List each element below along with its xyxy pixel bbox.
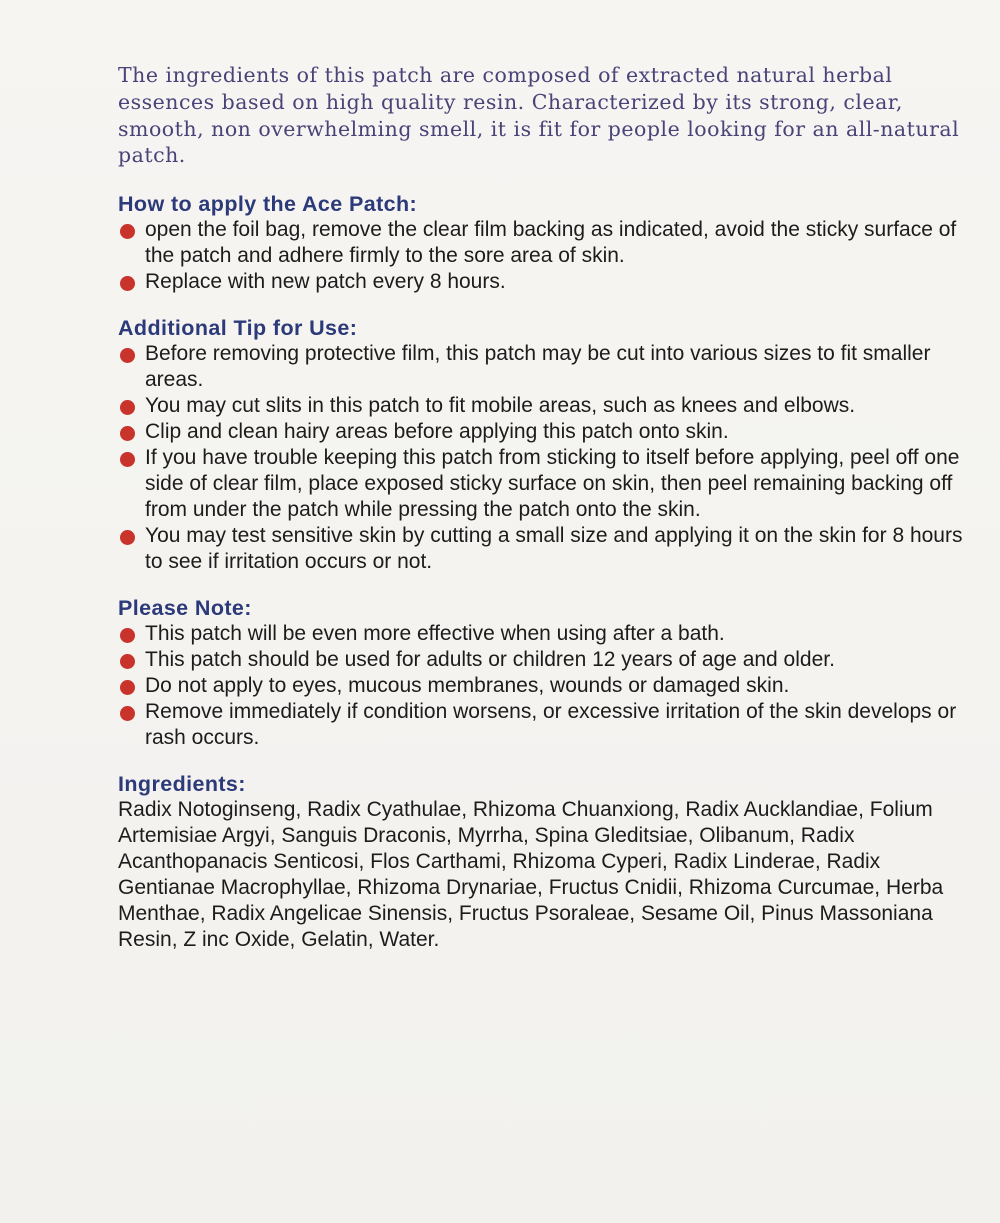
- list-item-text: open the foil bag, remove the clear film backing as indicated, avoid the sticky surface of the patch and adhere firmly to the sore area of skin.: [145, 218, 957, 268]
- list-item: [118, 523, 978, 575]
- list-item: [118, 269, 978, 295]
- list-item-text: This patch will be even more effective when using after a bath.: [145, 622, 725, 646]
- list-item: [118, 621, 978, 647]
- section-ingredients: [118, 771, 978, 953]
- list-item: [118, 341, 978, 393]
- list-item-text: If you have trouble keeping this patch from sticking to itself before applying, peel off one side of clear film, place exposed sticky surface on skin, then peel remaining backing off from under the patch while pressing the patch onto the skin.: [145, 446, 960, 522]
- section-heading: How to apply the Ace Patch:: [118, 192, 418, 217]
- section-heading: Please Note:: [118, 596, 252, 621]
- bullet-dot-icon: [120, 628, 135, 643]
- list-item: [118, 673, 978, 699]
- list-item: [118, 647, 978, 673]
- ingredients-list: Radix Notoginseng, Radix Cyathulae, Rhizoma Chuanxiong, Radix Aucklandiae, Folium Artemisiae Argyi, Sanguis Draconis, Myrrha, Spina Gleditsiae, Olibanum, Radix Acanthopanacis Senticosi, Flos Carthami, Rhizoma Cyperi, Radix Linderae, Radix Gentianae Macrophyllae, Rhizoma Drynariae, Fructus Cnidii, Rhizoma Curcumae, Herba Menthae, Radix Angelicae Sinensis, Fructus Psoraleae, Sesame Oil, Pinus Massoniana Resin, Z inc Oxide, Gelatin, Water.: [118, 798, 944, 952]
- list-item-text: Replace with new patch every 8 hours.: [145, 270, 506, 294]
- intro-paragraph: The ingredients of this patch are composed of extracted natural herbal essences based on high quality resin. Characterized by its strong, clear, smooth, non overwhelming smell, it is fit for people looking for an all-natural patch.: [118, 63, 960, 168]
- list-item-text: Remove immediately if condition worsens, or excessive irritation of the skin develops or rash occurs.: [145, 700, 957, 750]
- bullet-dot-icon: [120, 530, 135, 545]
- bullet-dot-icon: [120, 654, 135, 669]
- bullet-dot-icon: [120, 680, 135, 695]
- list-item-text: You may test sensitive skin by cutting a small size and applying it on the skin for 8 hours to see if irritation occurs or not.: [145, 524, 963, 574]
- section-please-note: [118, 595, 978, 751]
- bullet-dot-icon: [120, 276, 135, 291]
- list-item-text: Clip and clean hairy areas before applying this patch onto skin.: [145, 420, 729, 444]
- bullet-dot-icon: [120, 400, 135, 415]
- section-heading: Ingredients:: [118, 772, 246, 797]
- section-how-to-apply: [118, 191, 978, 295]
- list-item-text: Do not apply to eyes, mucous membranes, wounds or damaged skin.: [145, 674, 790, 698]
- section-additional-tips: [118, 315, 978, 575]
- bullet-dot-icon: [120, 348, 135, 363]
- list-item: [118, 393, 978, 419]
- bullet-dot-icon: [120, 706, 135, 721]
- list-item-text: Before removing protective film, this patch may be cut into various sizes to fit smaller areas.: [145, 342, 931, 392]
- list-item-text: This patch should be used for adults or children 12 years of age and older.: [145, 648, 835, 672]
- list-item: [118, 419, 978, 445]
- list-item: [118, 445, 978, 523]
- bullet-dot-icon: [120, 224, 135, 239]
- document-content: [118, 62, 978, 973]
- bullet-dot-icon: [120, 452, 135, 467]
- list-item-text: You may cut slits in this patch to fit mobile areas, such as knees and elbows.: [145, 394, 856, 418]
- bullet-list: [118, 341, 978, 575]
- bullet-dot-icon: [120, 426, 135, 441]
- bullet-list: [118, 217, 978, 295]
- list-item: [118, 699, 978, 751]
- section-heading: Additional Tip for Use:: [118, 316, 358, 341]
- list-item: [118, 217, 978, 269]
- bullet-list: [118, 621, 978, 751]
